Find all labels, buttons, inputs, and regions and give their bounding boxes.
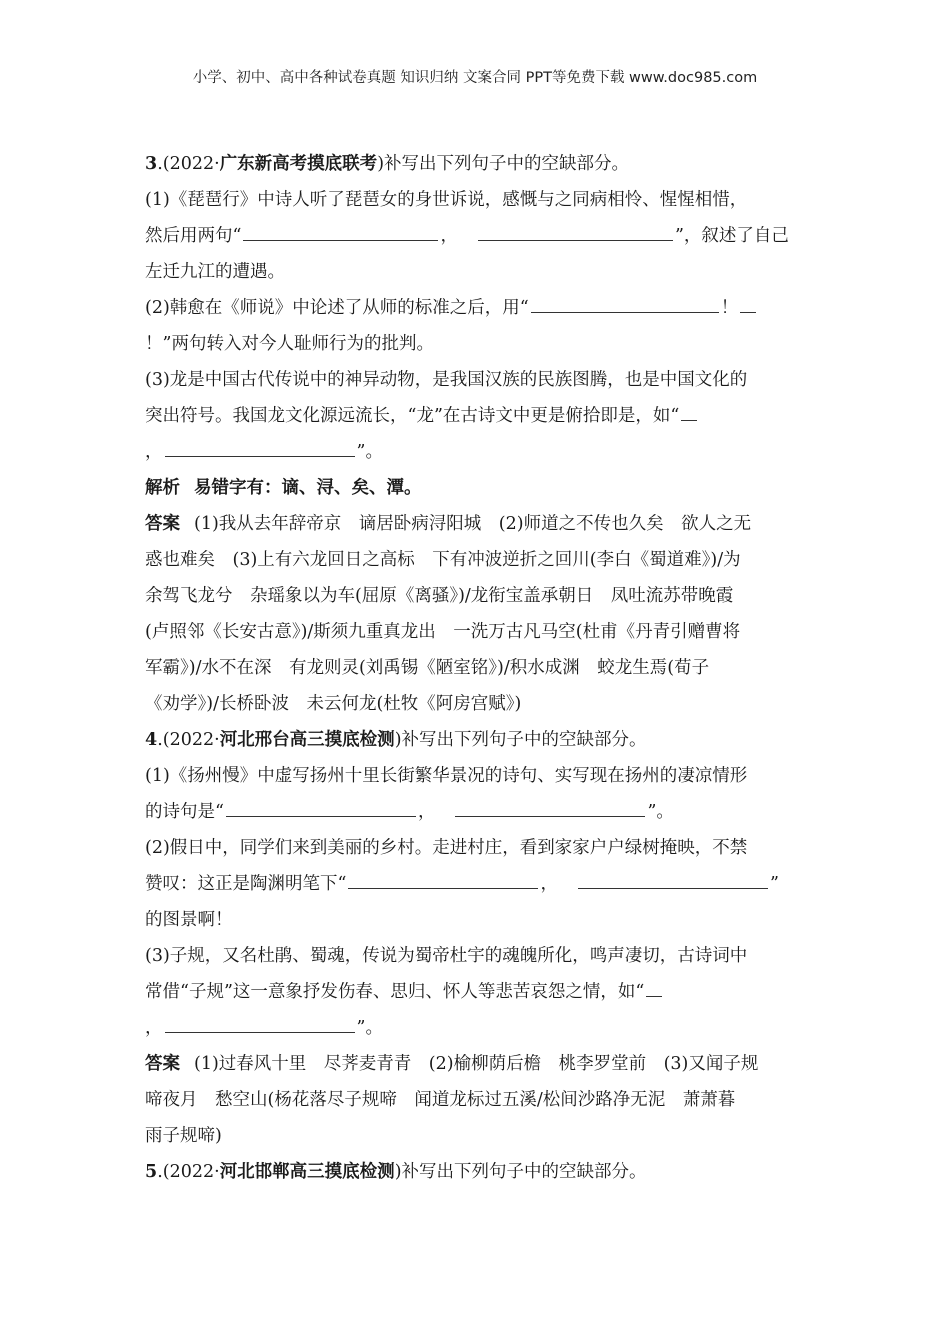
q4-item-3-line-2: 常借“子规”这一意象抒发伤春、思归、怀人等悲苦哀怨之情，如“ bbox=[145, 974, 810, 1010]
q3-item-1-line-1: (1)《琵琶行》中诗人听了琵琶女的身世诉说，感慨与之同病相怜、惺惺相惜， bbox=[145, 190, 748, 210]
q4-item-2-line-2: 赞叹：这正是陶渊明笔下“ ， ” bbox=[145, 866, 810, 902]
fill-blank[interactable] bbox=[681, 402, 697, 421]
fill-blank[interactable] bbox=[455, 798, 645, 817]
q3-item-2-line-2: ！”两句转入对今人耻师行为的批判。 bbox=[145, 334, 434, 354]
q4-item-3-line-1: (3)子规，又名杜鹃、蜀魂，传说为蜀帝杜宇的魂魄所化，鸣声凄切，古诗词中 bbox=[145, 946, 748, 966]
question-3-title: 3.(2022·广东新高考摸底联考)补写出下列句子中的空缺部分。 bbox=[145, 154, 630, 174]
fill-blank[interactable] bbox=[531, 294, 719, 313]
q4-item-2-line-3: 的图景啊！ bbox=[145, 910, 233, 930]
q4-item-1-line-1: (1)《扬州慢》中虚写扬州十里长街繁华景况的诗句、实写现在扬州的凄凉情形 bbox=[145, 766, 748, 786]
q3-item-3-line-1: (3)龙是中国古代传说中的神异动物，是我国汉族的民族图腾，也是中国文化的 bbox=[145, 370, 748, 390]
q4-item-3-line-3: ， ”。 bbox=[145, 1010, 810, 1046]
q4-answer-line-2: 啼夜月 愁空山(杨花落尽子规啼 闻道龙标过五溪/松间沙路净无泥 萧萧暮 bbox=[145, 1090, 736, 1110]
q4-item-1-line-2: 的诗句是“ ， ”。 bbox=[145, 794, 810, 830]
q3-answer-line-2: 惑也难矣 (3)上有六龙回日之高标 下有冲波逆折之回川(李白《蜀道难》)/为 bbox=[145, 550, 741, 570]
q4-answer-line-3: 雨子规啼) bbox=[145, 1126, 222, 1146]
fill-blank[interactable] bbox=[646, 978, 662, 997]
answer-label: 答案 bbox=[145, 514, 180, 534]
page-header: 小学、初中、高中各种试卷真题 知识归纳 文案合同 PPT等免费下载 www.doc985.com bbox=[192, 70, 758, 86]
q3-answer-line-4: (卢照邻《长安古意》)/斯须九重真龙出 一洗万古凡马空(杜甫《丹青引赠曹将 bbox=[145, 622, 741, 642]
q3-item-2-line-1: (2)韩愈在《师说》中论述了从师的标准之后，用“ ！ bbox=[145, 290, 810, 326]
q3-item-1-line-2: 然后用两句“ ， ”，叙述了自己 bbox=[145, 218, 810, 254]
q3-answer-line-1: 答案 (1)我从去年辞帝京 谪居卧病浔阳城 (2)师道之不传也久矣 欲人之无 bbox=[145, 514, 752, 534]
fill-blank[interactable] bbox=[740, 294, 756, 313]
q3-item-3-line-2: 突出符号。我国龙文化源远流长，“龙”在古诗文中更是俯拾即是，如“ bbox=[145, 398, 810, 434]
q3-analysis: 解析 易错字有：谪、浔、矣、潭。 bbox=[145, 478, 422, 498]
question-5-title: 5.(2022·河北邯郸高三摸底检测)补写出下列句子中的空缺部分。 bbox=[145, 1162, 647, 1182]
fill-blank[interactable] bbox=[478, 222, 673, 241]
fill-blank[interactable] bbox=[226, 798, 416, 817]
document-body bbox=[145, 146, 810, 1190]
q3-answer-line-6: 《劝学》)/长桥卧波 未云何龙(杜牧《阿房宫赋》) bbox=[145, 694, 522, 714]
q4-answer-line-1: 答案 (1)过春风十里 尽荠麦青青 (2)榆柳荫后檐 桃李罗堂前 (3)又闻子规 bbox=[145, 1054, 759, 1074]
fill-blank[interactable] bbox=[348, 870, 538, 889]
q4-item-2-line-1: (2)假日中，同学们来到美丽的乡村。走进村庄，看到家家户户绿树掩映，不禁 bbox=[145, 838, 748, 858]
fill-blank[interactable] bbox=[578, 870, 768, 889]
question-4-title: 4.(2022·河北邢台高三摸底检测)补写出下列句子中的空缺部分。 bbox=[145, 730, 647, 750]
fill-blank[interactable] bbox=[165, 438, 355, 457]
q3-item-3-line-3: ， ”。 bbox=[145, 434, 810, 470]
answer-label: 答案 bbox=[145, 1054, 180, 1074]
q3-answer-line-5: 军霸》)/水不在深 有龙则灵(刘禹锡《陋室铭》)/积水成渊 蛟龙生焉(荀子 bbox=[145, 658, 710, 678]
q3-item-1-line-3: 左迁九江的遭遇。 bbox=[145, 262, 285, 282]
fill-blank[interactable] bbox=[243, 222, 438, 241]
q3-answer-line-3: 余驾飞龙兮 杂瑶象以为车(屈原《离骚》)/龙衔宝盖承朝日 凤吐流苏带晚霞 bbox=[145, 586, 734, 606]
analysis-label: 解析 bbox=[145, 478, 180, 498]
fill-blank[interactable] bbox=[165, 1014, 355, 1033]
